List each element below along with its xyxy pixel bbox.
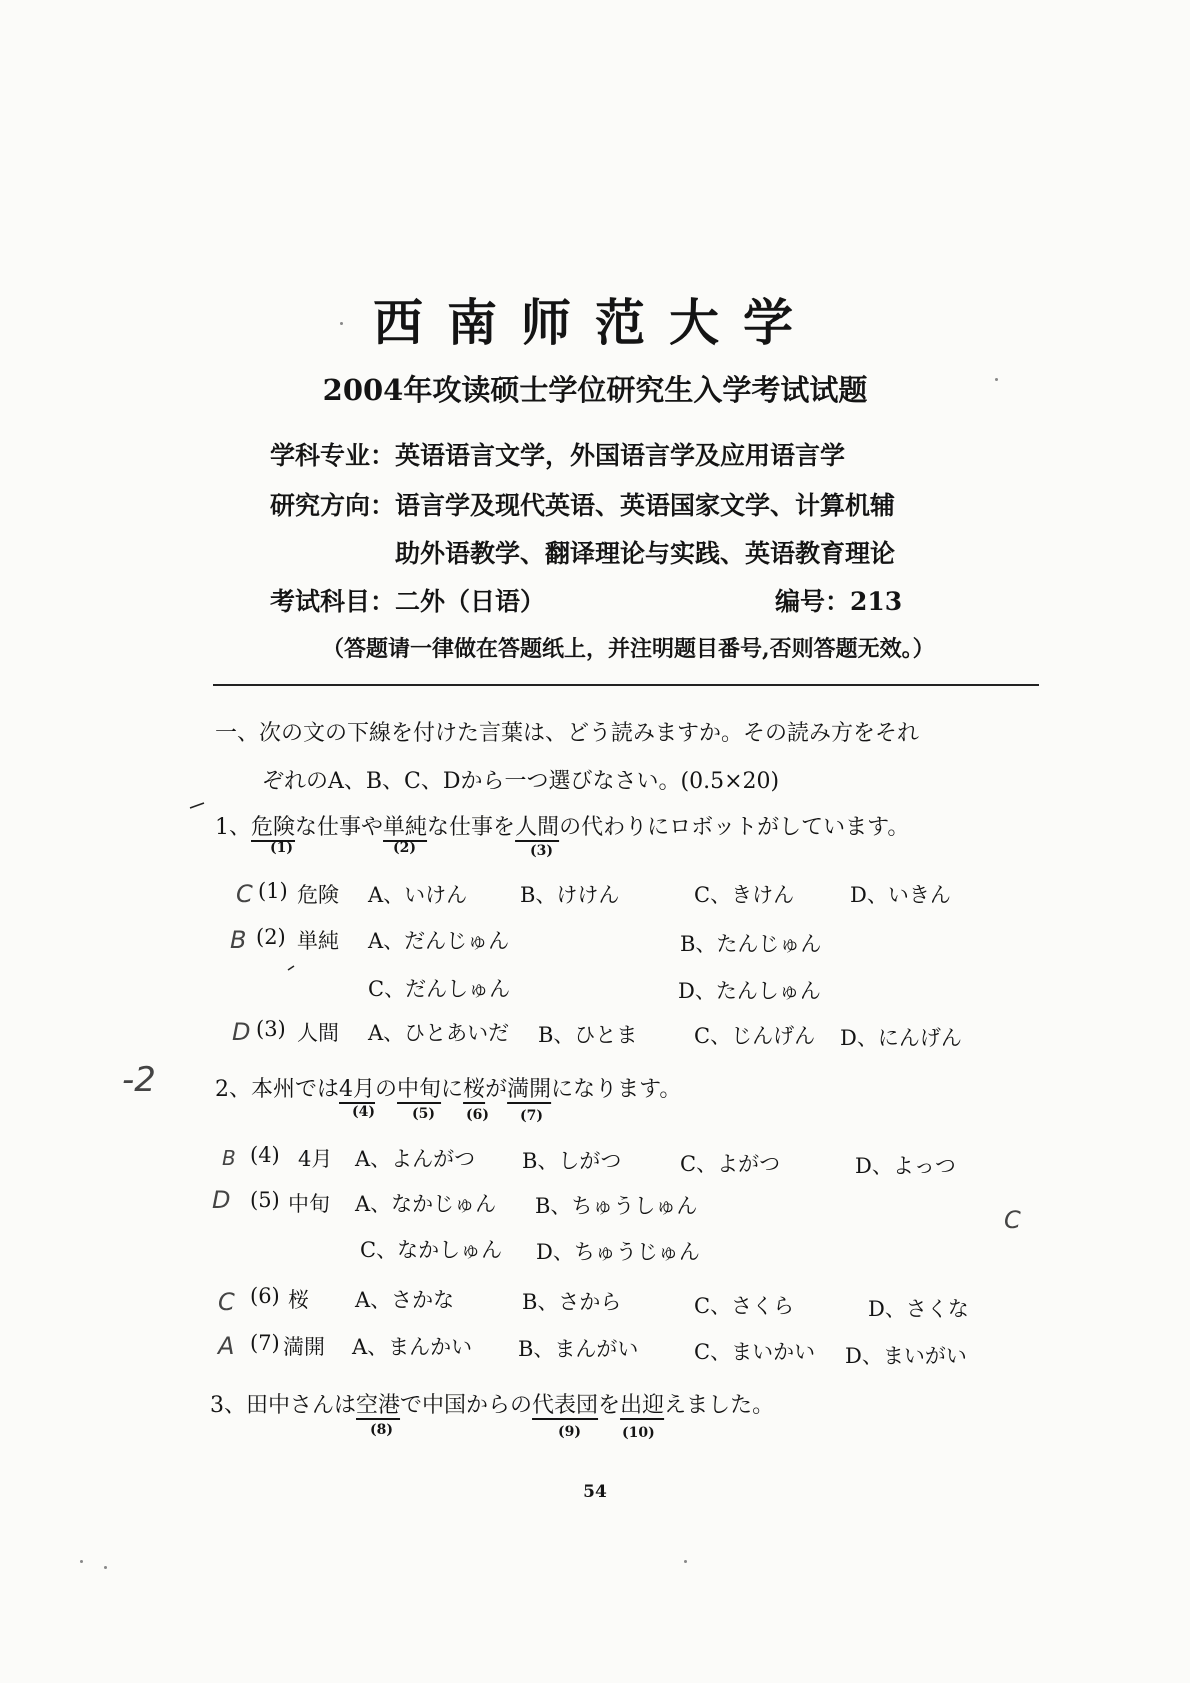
item-3-option-d: D、にんげん: [840, 1026, 962, 1050]
code-label: 编号：: [775, 587, 851, 616]
q3-word-8: 空港: [356, 1393, 401, 1418]
q1-text-3: の代わりにロボットがしています。: [559, 815, 910, 840]
handwritten-answer-6: C: [218, 1288, 235, 1316]
item-2-word: 単純: [297, 929, 339, 953]
exam-title: 2004年攻读硕士学位研究生入学考试试题: [322, 373, 868, 407]
item-1-word: 危険: [297, 883, 339, 907]
answer-note: （答题请一律做在答题纸上，并注明题目番号,否则答题无效。）: [322, 636, 935, 662]
item-1-option-c: C、きけん: [694, 883, 795, 907]
pencil-tick-2: [288, 966, 294, 970]
major-value: 英语语言文学，外国语言学及应用语言学: [395, 441, 846, 470]
item-7-option-c: C、まいかい: [694, 1340, 816, 1364]
subject-label: 考试科目：: [270, 587, 396, 616]
q2-marker-6: (6): [466, 1107, 489, 1123]
item-2-option-d: D、たんしゅん: [678, 979, 821, 1003]
item-5-option-c: C、なかしゅん: [360, 1238, 503, 1262]
handwritten-side-mark: C: [1004, 1206, 1021, 1234]
handwritten-score: -2: [122, 1060, 156, 1100]
q2-text-3: に: [441, 1077, 464, 1102]
handwritten-answer-1: C: [236, 880, 253, 908]
q3-text-4: えました。: [664, 1393, 775, 1418]
scan-speck-1: [340, 322, 343, 325]
item-2-option-c: C、だんしゅん: [368, 977, 511, 1001]
item-4-option-c: C、よがつ: [680, 1152, 781, 1176]
q1-text-1: な仕事や: [295, 815, 384, 840]
item-1-option-b: B、けけん: [520, 883, 620, 907]
handwritten-answer-4: B: [222, 1146, 236, 1170]
item-6-option-a: A、さかな: [355, 1288, 455, 1312]
q3-text-3: を: [598, 1393, 621, 1418]
scan-speck-2: [995, 378, 998, 381]
item-2-option-a: A、だんじゅん: [368, 929, 510, 953]
section1-instruction-line1: 一、次の文の下線を付けた言葉は、どう読みますか。その読み方をそれ: [215, 721, 920, 746]
item-4-option-b: B、しがつ: [522, 1149, 622, 1173]
major-label: 学科专业：: [270, 441, 396, 470]
item-6-word: 桜: [288, 1288, 309, 1312]
q2-word-7: 満開: [507, 1077, 552, 1102]
q2-text-5: になります。: [551, 1077, 682, 1102]
item-7-number: (7): [250, 1331, 280, 1355]
q1-marker-2: (2): [393, 840, 416, 856]
q3-word-9: 代表団: [532, 1393, 599, 1418]
q2-word-5: 中旬: [397, 1077, 442, 1102]
item-3-option-c: C、じんげん: [694, 1024, 816, 1048]
q2-text-1: 本州では: [251, 1077, 340, 1102]
item-2-number: (2): [256, 925, 286, 949]
q1-word-1: 危険: [251, 815, 296, 840]
handwritten-answer-7: A: [218, 1332, 235, 1360]
handwritten-answer-3: D: [232, 1018, 251, 1046]
q1-word-3: 人間: [515, 815, 560, 840]
code-value: 213: [850, 587, 903, 616]
q3-marker-9: (9): [558, 1424, 581, 1440]
item-5-option-b: B、ちゅうしゅん: [535, 1194, 698, 1218]
scan-speck-5: [104, 1566, 107, 1569]
q2-marker-4: (4): [352, 1104, 375, 1120]
q1-text-2: な仕事を: [427, 815, 516, 840]
item-4-word: 4月: [298, 1147, 333, 1171]
item-3-word: 人間: [297, 1021, 339, 1045]
page-number: 54: [583, 1482, 607, 1502]
q2-number: 2、: [215, 1077, 251, 1102]
item-1-option-d: D、いきん: [850, 883, 951, 907]
item-5-option-d: D、ちゅうじゅん: [536, 1240, 700, 1264]
q2-word-6: 桜: [463, 1077, 486, 1102]
university-name: 西南师范大学: [373, 293, 817, 352]
item-3-option-b: B、ひとま: [538, 1023, 638, 1047]
direction-line1: 语言学及现代英语、英语国家文学、计算机辅: [395, 491, 896, 520]
q2-text-4: が: [485, 1077, 508, 1102]
direction-line2: 助外语教学、翻译理论与实践、英语教育理论: [395, 539, 896, 568]
item-4-option-d: D、よっつ: [855, 1154, 956, 1178]
q3-text-1: 田中さんは: [246, 1393, 357, 1418]
q3-text-2: で中国からの: [400, 1393, 533, 1418]
q2-text-2: の: [375, 1077, 398, 1102]
q3-word-10: 出迎: [620, 1393, 665, 1418]
direction-label: 研究方向：: [270, 491, 396, 520]
item-4-number: (4): [250, 1143, 280, 1167]
section1-instruction-line2: ぞれのA、B、C、Dから一つ選びなさい。(0.5×20): [262, 769, 780, 794]
item-6-option-d: D、さくな: [868, 1297, 969, 1321]
q1-number: 1、: [215, 815, 251, 840]
item-6-option-c: C、さくら: [694, 1294, 795, 1318]
item-7-word: 満開: [283, 1335, 325, 1359]
item-3-option-a: A、ひとあいだ: [368, 1021, 510, 1045]
item-1-option-a: A、いけん: [368, 883, 468, 907]
q3-marker-10: (10): [622, 1425, 655, 1441]
item-3-number: (3): [256, 1017, 286, 1041]
pencil-tick-1: [190, 803, 204, 808]
handwritten-answer-2: B: [230, 926, 247, 954]
subject-value: 二外（日语）: [395, 587, 546, 616]
q1-marker-1: (1): [270, 840, 293, 856]
scan-speck-3: [684, 1560, 687, 1563]
item-6-option-b: B、さから: [522, 1290, 622, 1314]
item-5-word: 中旬: [288, 1192, 330, 1216]
scan-speck-4: [80, 1560, 83, 1563]
q2-marker-7: (7): [520, 1108, 543, 1124]
item-5-option-a: A、なかじゅん: [355, 1192, 497, 1216]
q1-marker-3: (3): [530, 843, 553, 859]
item-5-number: (5): [250, 1188, 280, 1212]
q1-word-2: 単純: [383, 815, 428, 840]
q2-marker-5: (5): [412, 1106, 435, 1122]
item-7-option-d: D、まいがい: [845, 1344, 967, 1368]
item-7-option-a: A、まんかい: [352, 1335, 473, 1359]
item-7-option-b: B、まんがい: [518, 1337, 639, 1361]
handwritten-answer-5: D: [212, 1186, 231, 1214]
item-2-option-b: B、たんじゅん: [680, 932, 822, 956]
q2-word-4: 4月: [339, 1077, 376, 1102]
q3-marker-8: (8): [370, 1422, 393, 1438]
item-6-number: (6): [250, 1284, 280, 1308]
item-1-number: (1): [258, 879, 288, 903]
q3-number: 3、: [210, 1393, 246, 1418]
item-4-option-a: A、よんがつ: [355, 1147, 476, 1171]
